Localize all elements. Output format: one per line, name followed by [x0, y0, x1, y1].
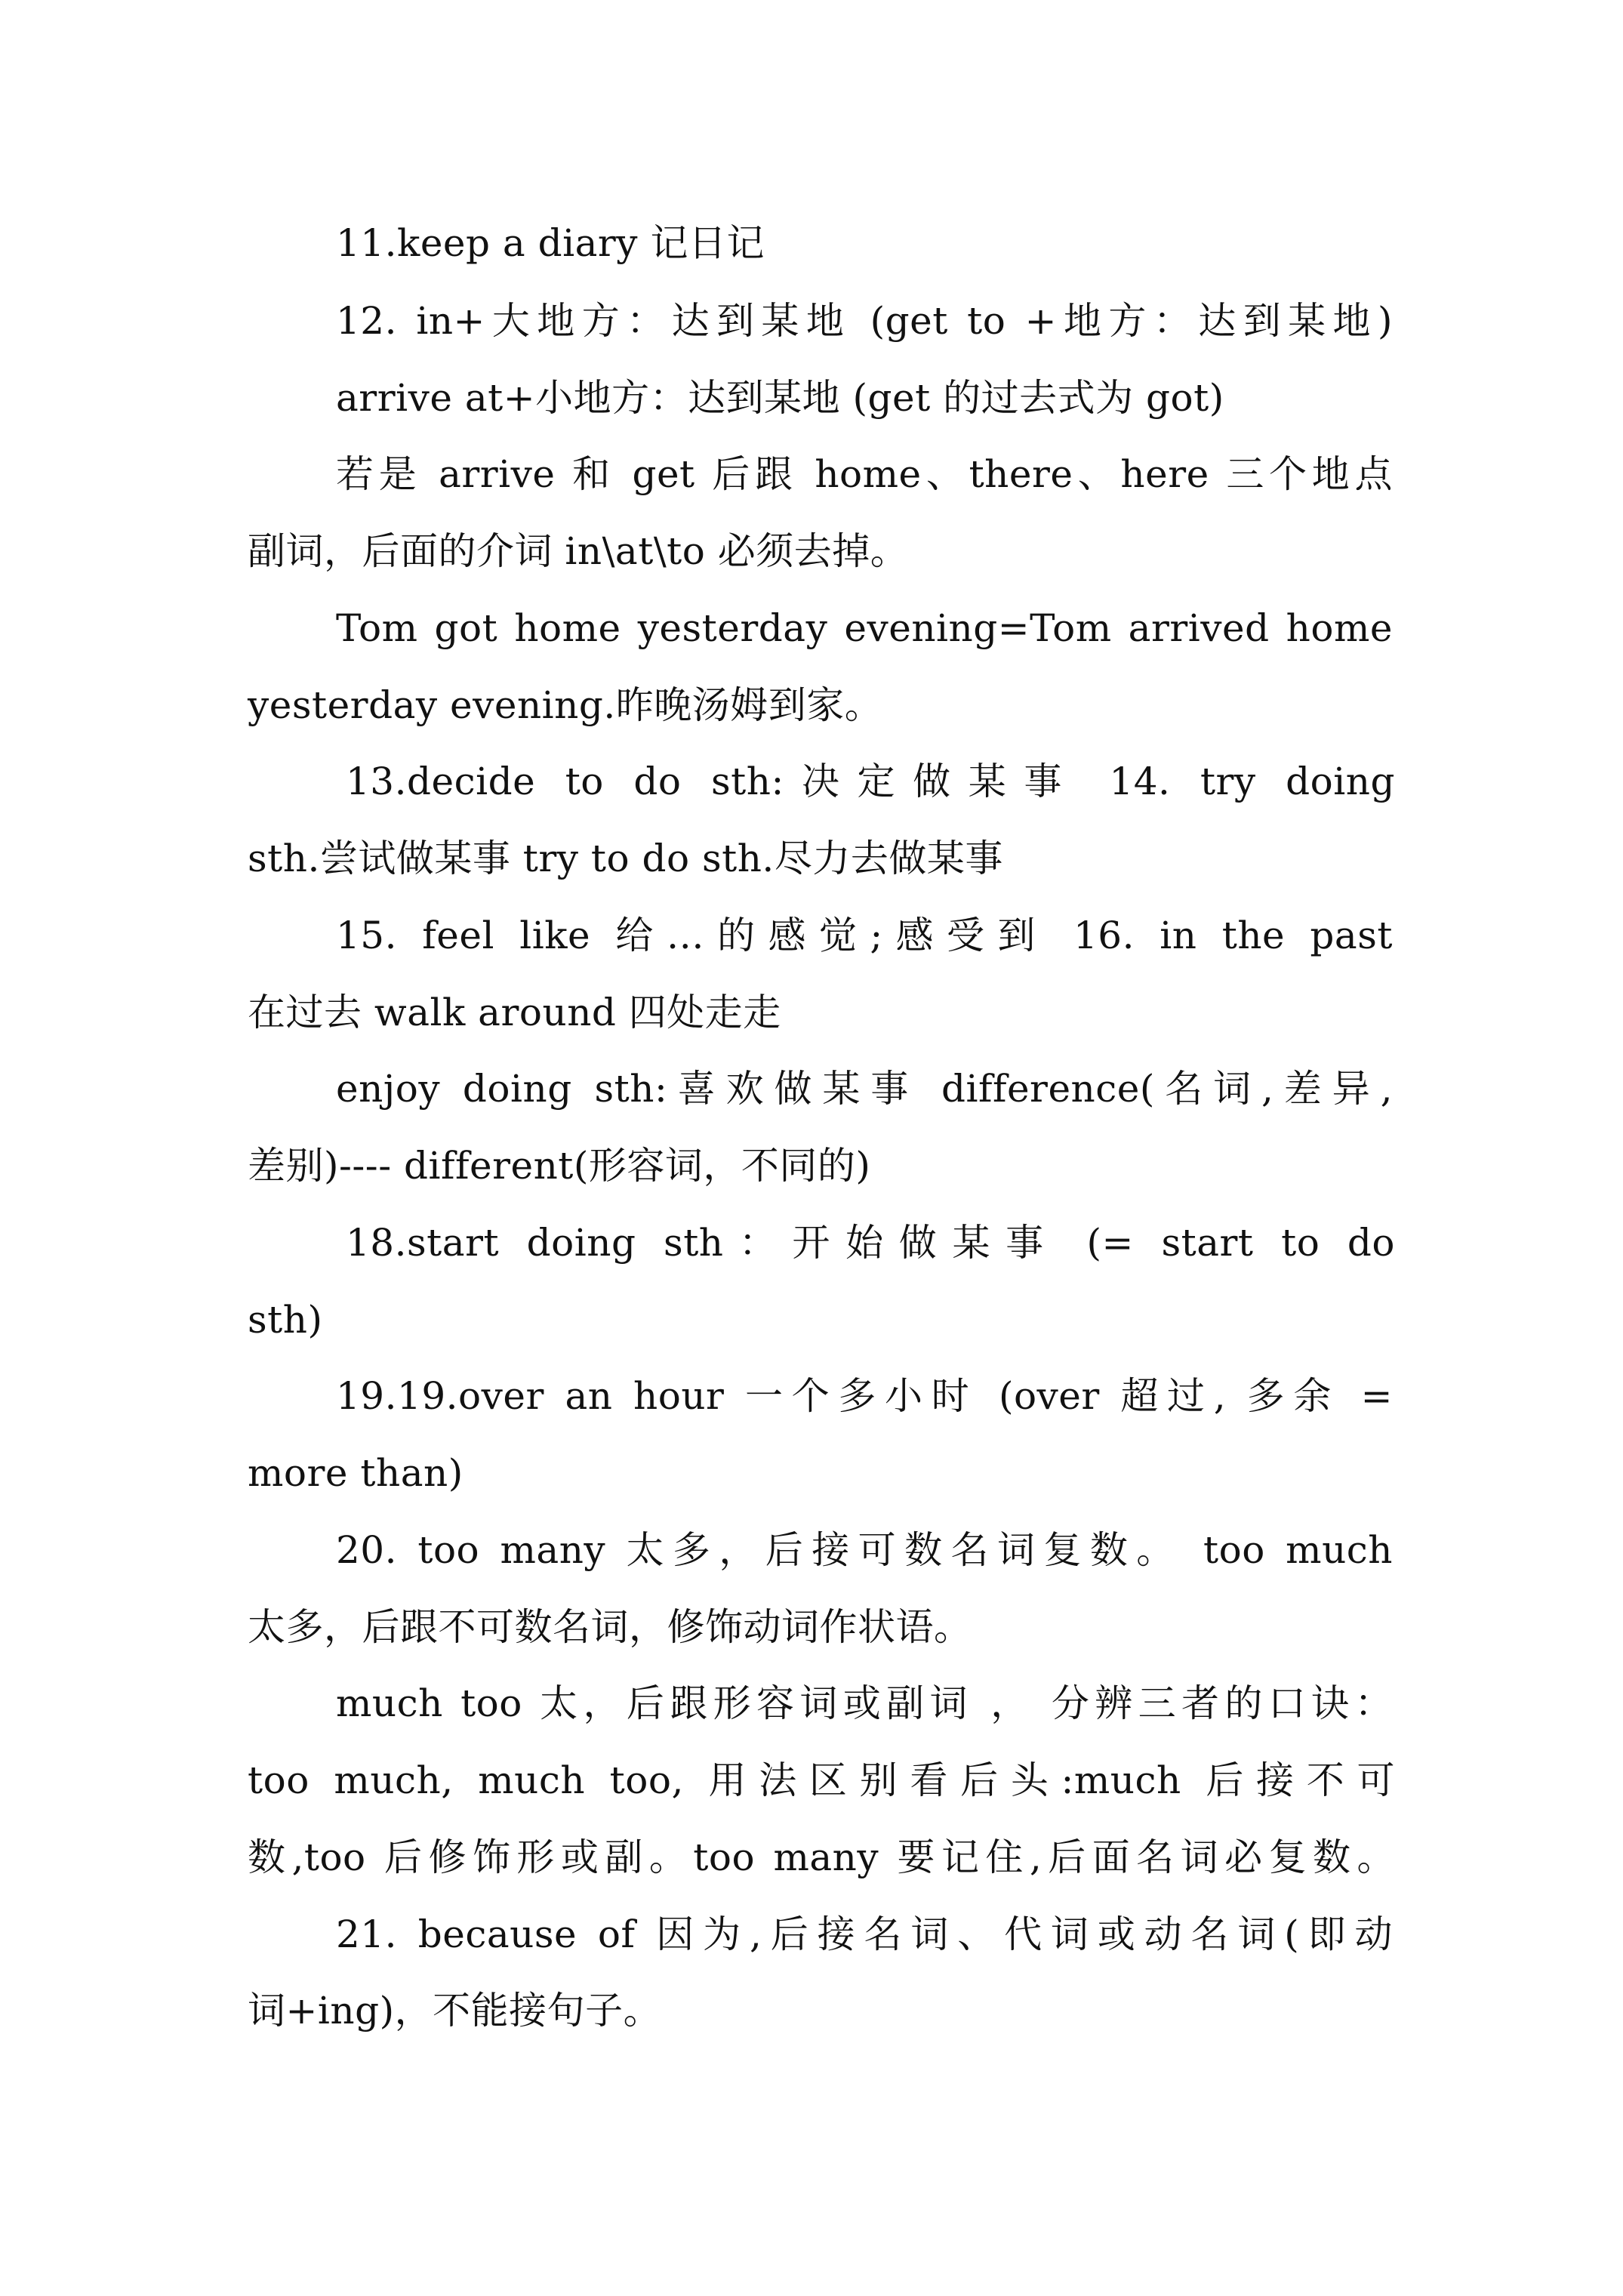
- text-line-4: 若是 arrive 和 get 后跟 home、there、here 三个地点: [336, 452, 1393, 496]
- text-line-7: yesterday evening.昨晚汤姆到家。: [248, 683, 883, 727]
- text-line-13: 差别)---- different(形容词，不同的): [248, 1144, 871, 1188]
- text-line-2: 12. in+大地方：达到某地 (get to +地方：达到某地): [336, 299, 1393, 343]
- text-line-1: 11.keep a diary 记日记: [336, 221, 765, 265]
- text-line-11: 在过去 walk around 四处走走: [248, 991, 781, 1034]
- text-line-21: too much, much too, 用法区别看后头:much 后接不可: [248, 1758, 1395, 1802]
- text-line-16: 19.19.over an hour 一个多小时 (over 超过, 多余 =: [336, 1374, 1393, 1418]
- text-line-5: 副词，后面的介词 in\at\to 必须去掉。: [248, 529, 909, 573]
- text-line-6: Tom got home yesterday evening=Tom arrived home: [336, 606, 1393, 650]
- text-line-10: 15. feel like 给…的感觉;感受到 16. in the past: [336, 914, 1393, 957]
- text-line-14: 18.start doing sth：开始做某事 (= start to do: [346, 1221, 1395, 1265]
- text-line-20: much too 太，后跟形容词或副词 ， 分辨三者的口诀：: [336, 1681, 1393, 1725]
- text-line-18: 20. too many 太多，后接可数名词复数。 too much: [336, 1528, 1393, 1572]
- text-line-24: 词+ing)，不能接句子。: [248, 1989, 662, 2032]
- text-line-9: sth.尝试做某事 try to do sth.尽力去做某事: [248, 837, 1003, 880]
- text-line-12: enjoy doing sth:喜欢做某事 difference(名词,差异,: [336, 1067, 1393, 1111]
- text-line-19: 太多，后跟不可数名词，修饰动词作状语。: [248, 1605, 972, 1649]
- text-line-15: sth): [248, 1298, 323, 1342]
- text-line-22: 数,too 后修饰形或副。too many 要记住,后面名词必复数。: [248, 1835, 1395, 1879]
- text-line-23: 21. because of 因为,后接名词、代词或动名词(即动: [336, 1912, 1393, 1956]
- text-line-8: 13.decide to do sth:决定做某事 14. try doing: [346, 760, 1395, 803]
- text-line-17: more than): [248, 1451, 463, 1495]
- text-line-3: arrive at+小地方：达到某地 (get 的过去式为 got): [336, 376, 1224, 420]
